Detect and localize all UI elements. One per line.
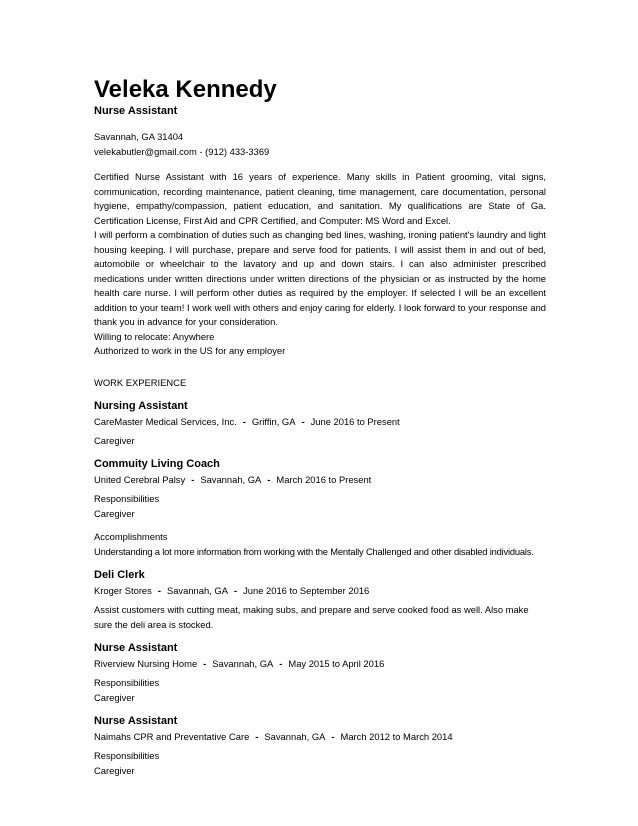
meta-separator: - xyxy=(279,658,283,669)
applicant-name: Veleka Kennedy xyxy=(94,76,277,103)
meta-separator: - xyxy=(301,415,305,427)
location: Savannah, GA 31404 xyxy=(94,131,184,142)
description-line: Understanding a lot more information from working with the Mentally Challenged and other disabled individuals. xyxy=(94,545,534,557)
description-line: Accomplishments xyxy=(94,531,168,542)
meta-separator: - xyxy=(267,474,271,485)
job-description xyxy=(94,603,546,632)
job-title: Deli Clerk xyxy=(94,569,145,581)
job-entry xyxy=(94,641,546,705)
job-entry xyxy=(94,399,546,449)
summary-paragraph: Certified Nurse Assistant with 16 years of experience. Many skills in Patient grooming, vital signs, communication, recording maintenance, patient cleaning, time management, care documentation, personal hygiene, empathy/compassion, patient education, and sanitation. My qualifications are State of Ga. Certification License, First Aid and CPR Certified, and Computer: MS Word and Excel. xyxy=(94,171,546,226)
job-dates: June 2016 to September 2016 xyxy=(243,585,370,596)
applicant-title: Nurse Assistant xyxy=(94,105,178,117)
description-line: Caregiver xyxy=(94,764,135,776)
contact-block xyxy=(94,130,546,159)
meta-separator: - xyxy=(331,731,335,742)
job-title: Nurse Assistant xyxy=(94,642,178,654)
job-entry xyxy=(94,568,546,632)
job-company: Kroger Stores xyxy=(94,585,152,596)
meta-separator: - xyxy=(242,415,246,427)
description-line: Caregiver xyxy=(94,691,135,703)
summary-block xyxy=(94,170,546,359)
meta-separator: - xyxy=(255,731,259,742)
job-dates: June 2016 to Present xyxy=(310,415,400,427)
job-entry xyxy=(94,714,546,778)
job-entry xyxy=(94,457,546,559)
phone: (912) 433-3369 xyxy=(205,145,270,157)
job-dates: March 2016 to Present xyxy=(276,474,372,485)
job-dates: May 2015 to April 2016 xyxy=(288,658,385,669)
job-title: Commuity Living Coach xyxy=(94,458,220,470)
meta-separator: - xyxy=(203,658,207,669)
job-location: Savannah, GA xyxy=(264,731,326,742)
job-location: Savannah, GA xyxy=(166,585,228,596)
email-phone-line xyxy=(94,145,546,160)
job-dates: March 2012 to March 2014 xyxy=(340,731,453,742)
description-line: Caregiver xyxy=(94,434,135,446)
meta-separator: - xyxy=(191,474,195,485)
contact-separator: - xyxy=(196,145,206,157)
description-line: Caregiver xyxy=(94,507,135,519)
summary-paragraph: I will perform a combination of duties such as changing bed lines, washing, ironing patient's laundry and light housing keeping. I will purchase, prepare and serve food for patients. I will assist them in and out of bed, automobile or wheelchair to the lavatory and up and down stairs. I can also administer prescribed medications under written directions under written directions of the physician or as instructed by the home health care nurse. I will perform other duties as required by the employer. If selected I will be an excellent addition to your team! I work well with others and enjoy caring for elderly. I look forward to your response and thank you in advance for your consideration. xyxy=(94,229,546,327)
description-line: Responsibilities xyxy=(94,677,160,688)
job-description xyxy=(94,434,546,449)
job-location: Savannah, GA xyxy=(200,474,262,485)
job-meta xyxy=(94,657,546,671)
job-accomplishments xyxy=(94,530,546,559)
description-line: Responsibilities xyxy=(94,750,160,761)
job-company: CareMaster Medical Services, Inc. xyxy=(94,415,237,427)
job-company: Naimahs CPR and Preventative Care xyxy=(94,731,250,742)
meta-separator: - xyxy=(157,585,161,596)
job-description xyxy=(94,676,546,705)
job-meta xyxy=(94,730,546,744)
job-title: Nurse Assistant xyxy=(94,715,178,727)
job-meta xyxy=(94,415,546,429)
job-description xyxy=(94,492,546,521)
job-title: Nursing Assistant xyxy=(94,399,188,412)
job-location: Griffin, GA xyxy=(251,415,296,427)
section-title-work-experience: WORK EXPERIENCE xyxy=(94,376,187,388)
job-company: Riverview Nursing Home xyxy=(94,658,198,669)
job-company: United Cerebral Palsy xyxy=(94,474,186,485)
meta-separator: - xyxy=(233,585,238,596)
work-authorization: Authorized to work in the US for any employer xyxy=(94,345,286,356)
description-line: Assist customers with cutting meat, making subs, and prepare and serve cooked food as well. Also make sure the deli area is stocked. xyxy=(94,604,529,630)
job-meta xyxy=(94,584,546,598)
email: velekabutler@gmail.com xyxy=(94,145,197,157)
job-location: Savannah, GA xyxy=(212,658,274,669)
resume-content xyxy=(94,76,546,778)
description-line: Responsibilities xyxy=(94,493,160,504)
job-description xyxy=(94,749,546,778)
relocate-note: Willing to relocate: Anywhere xyxy=(94,330,215,342)
job-meta xyxy=(94,473,546,487)
